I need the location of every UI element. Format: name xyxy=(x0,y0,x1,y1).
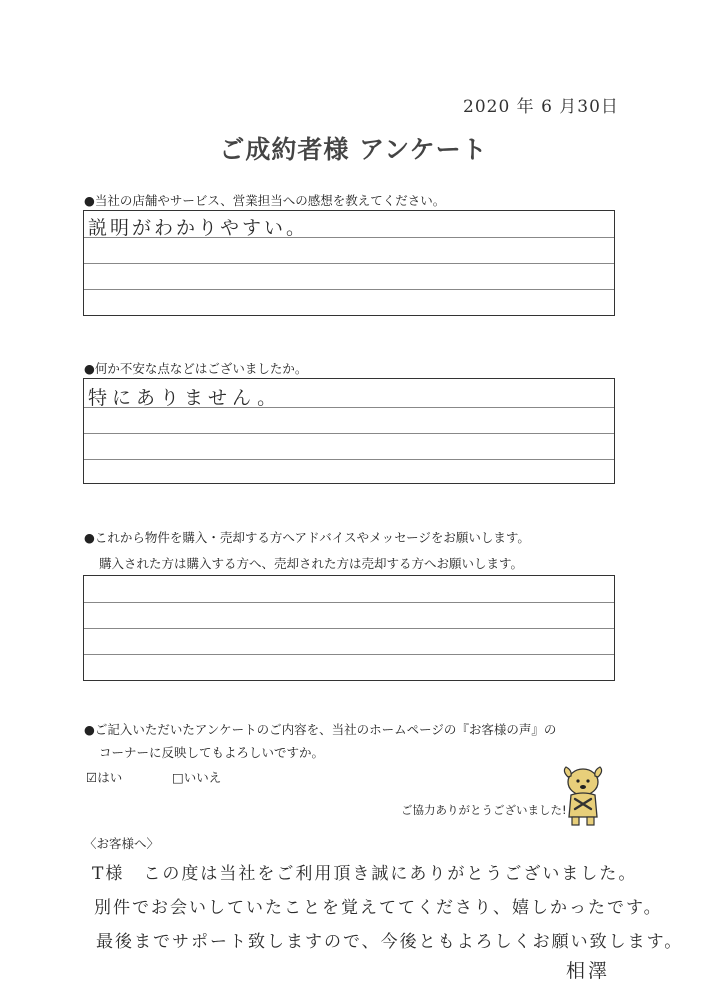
thanks-message: ご協力ありがとうございました! xyxy=(401,803,567,817)
answer-box-3[interactable] xyxy=(83,575,615,681)
answer-box-1[interactable] xyxy=(83,210,615,316)
staff-signature: 相澤 xyxy=(566,960,611,982)
message-line: 最後までサポート致しますので、今後ともよろしくお願い致します。 xyxy=(96,932,684,952)
answer-1-handwriting: 説明がわかりやすい。 xyxy=(88,217,309,239)
answer-2-handwriting: 特にありません。 xyxy=(88,387,282,409)
question-3-subtext: 購入された方は購入する方へ、売却された方は売却する方へお願いします。 xyxy=(99,556,524,571)
ruled-line xyxy=(84,433,614,434)
ruled-line xyxy=(84,654,614,655)
question-3-text: ●これから物件を購入・売却する方へアドバイスやメッセージをお願いします。 xyxy=(84,530,530,545)
ruled-line xyxy=(84,628,614,629)
question-2-text: ●何か不安な点などはございましたか。 xyxy=(84,361,308,376)
ruled-line xyxy=(84,263,614,264)
answer-box-2[interactable] xyxy=(83,378,615,484)
ruled-line xyxy=(84,602,614,603)
survey-date: 2020 年 6 月30日 xyxy=(463,97,619,117)
ruled-line xyxy=(84,289,614,290)
consent-yes-checkbox[interactable]: ☑はい xyxy=(86,770,123,785)
page-title: ご成約者様 アンケート xyxy=(219,135,488,164)
ruled-line xyxy=(84,459,614,460)
consent-no-checkbox[interactable]: □いいえ xyxy=(172,770,222,785)
message-line: T様 この度は当社をご利用頂き誠にありがとうございました。 xyxy=(92,864,638,884)
question-1-text: ●当社の店舗やサービス、営業担当への感想を教えてください。 xyxy=(84,193,446,208)
consent-question-line1: ●ご記入いただいたアンケートのご内容を、当社のホームページの『お客様の声』の xyxy=(84,722,557,737)
consent-question-line2: コーナーに反映してもよろしいですか。 xyxy=(99,745,325,760)
to-customer-label: 〈お客様へ〉 xyxy=(84,836,160,851)
message-line: 別件でお会いしていたことを覚えててくださり、嬉しかったです。 xyxy=(94,898,663,918)
